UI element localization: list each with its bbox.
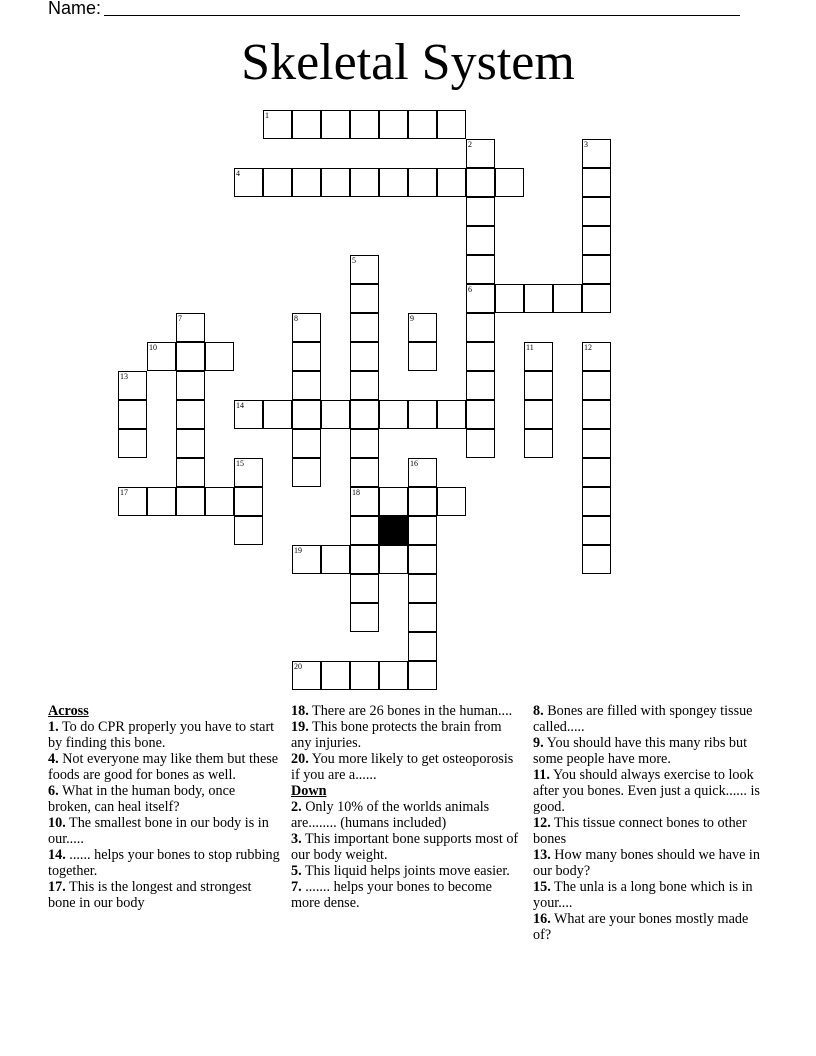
crossword-cell[interactable]	[379, 400, 408, 429]
crossword-cell[interactable]	[582, 400, 611, 429]
crossword-cell[interactable]	[234, 458, 263, 487]
crossword-cell[interactable]	[350, 110, 379, 139]
crossword-cell[interactable]	[176, 487, 205, 516]
crossword-cell[interactable]	[582, 197, 611, 226]
crossword-cell[interactable]	[350, 574, 379, 603]
crossword-cell[interactable]	[292, 371, 321, 400]
crossword-cell[interactable]	[582, 342, 611, 371]
crossword-cell[interactable]	[234, 400, 263, 429]
crossword-cell[interactable]	[466, 400, 495, 429]
crossword-cell[interactable]	[524, 284, 553, 313]
crossword-cell[interactable]	[176, 313, 205, 342]
cell-number: 6	[468, 285, 472, 294]
crossword-cell[interactable]	[466, 255, 495, 284]
cell-number: 19	[294, 546, 302, 555]
crossword-cell[interactable]	[350, 168, 379, 197]
crossword-cell[interactable]	[118, 400, 147, 429]
crossword-cell[interactable]	[408, 168, 437, 197]
crossword-cell[interactable]	[408, 342, 437, 371]
crossword-cell[interactable]	[408, 661, 437, 690]
crossword-cell[interactable]	[176, 371, 205, 400]
crossword-cell[interactable]	[292, 313, 321, 342]
crossword-cell[interactable]	[321, 110, 350, 139]
crossword-cell[interactable]	[495, 284, 524, 313]
crossword-cell[interactable]	[408, 400, 437, 429]
crossword-cell[interactable]	[263, 400, 292, 429]
crossword-cell[interactable]	[582, 516, 611, 545]
crossword-cell[interactable]	[205, 342, 234, 371]
crossword-cell[interactable]	[466, 342, 495, 371]
clue-down-16: 16. What are your bones mostly made of?	[533, 911, 749, 943]
crossword-cell[interactable]	[292, 168, 321, 197]
cell-number: 14	[236, 401, 244, 410]
crossword-cell[interactable]	[582, 487, 611, 516]
cell-number: 9	[410, 314, 414, 323]
crossword-cell[interactable]	[292, 545, 321, 574]
crossword-cell[interactable]	[582, 284, 611, 313]
clue-down-12: 12. This tissue connect bones to other bones	[533, 815, 747, 847]
crossword-cell[interactable]	[408, 603, 437, 632]
crossword-cell[interactable]	[408, 313, 437, 342]
crossword-cell[interactable]	[408, 574, 437, 603]
across-heading: Across	[48, 703, 89, 719]
cell-number: 7	[178, 314, 182, 323]
crossword-cell[interactable]	[292, 458, 321, 487]
crossword-cell[interactable]	[176, 458, 205, 487]
crossword-cell[interactable]	[379, 110, 408, 139]
crossword-cell[interactable]	[118, 429, 147, 458]
crossword-cell[interactable]	[350, 545, 379, 574]
crossword-cell[interactable]	[350, 458, 379, 487]
crossword-cell[interactable]	[350, 342, 379, 371]
crossword-cell[interactable]	[176, 400, 205, 429]
crossword-cell[interactable]	[408, 458, 437, 487]
clue-down-11: 11. You should always exercise to look after you bones. Even just a quick...... is good.	[533, 767, 760, 815]
clue-across-6: 6. What in the human body, once broken, can heal itself?	[48, 783, 236, 815]
crossword-cell[interactable]	[437, 110, 466, 139]
crossword-cell[interactable]	[553, 284, 582, 313]
cell-number: 12	[584, 343, 592, 352]
cell-number: 8	[294, 314, 298, 323]
clues-column-3	[533, 703, 765, 943]
crossword-cell[interactable]	[582, 545, 611, 574]
crossword-cell[interactable]	[350, 371, 379, 400]
clue-across-4: 4. Not everyone may like them but these foods are good for bones as well.	[48, 751, 279, 783]
name-label: Name:	[48, 0, 102, 18]
cell-number: 16	[410, 459, 418, 468]
crossword-cell[interactable]	[379, 661, 408, 690]
crossword-cell[interactable]	[466, 168, 495, 197]
crossword-cell[interactable]	[350, 516, 379, 545]
crossword-cell[interactable]	[466, 197, 495, 226]
clue-down-3: 3. This important bone supports most of our body weight.	[291, 831, 519, 863]
clue-across-18: 18. There are 26 bones in the human....	[291, 703, 513, 719]
crossword-cell[interactable]	[379, 545, 408, 574]
crossword-cell[interactable]	[408, 545, 437, 574]
clue-down-8: 8. Bones are filled with spongey tissue called.....	[533, 703, 753, 735]
cell-number: 15	[236, 459, 244, 468]
crossword-cell[interactable]	[350, 255, 379, 284]
clue-across-19: 19. This bone protects the brain from any injuries.	[291, 719, 502, 751]
crossword-cell[interactable]	[234, 516, 263, 545]
clue-down-2: 2. Only 10% of the worlds animals are........ (humans included)	[291, 799, 490, 831]
crossword-cell[interactable]	[466, 429, 495, 458]
crossword-cell[interactable]	[466, 371, 495, 400]
crossword-cell[interactable]	[582, 429, 611, 458]
crossword-cell[interactable]	[292, 342, 321, 371]
crossword-cell[interactable]	[524, 371, 553, 400]
clues-column-1	[48, 703, 280, 911]
clue-across-20: 20. You more likely to get osteoporosis if you are a......	[291, 751, 514, 783]
crossword-cell[interactable]	[582, 168, 611, 197]
crossword-cell[interactable]	[582, 139, 611, 168]
clue-down-13: 13. How many bones should we have in our body?	[533, 847, 760, 879]
crossword-cell[interactable]	[582, 226, 611, 255]
clue-down-9: 9. You should have this many ribs but some people have more.	[533, 735, 748, 767]
crossword-cell[interactable]	[582, 255, 611, 284]
clue-across-1: 1. To do CPR properly you have to start by finding this bone.	[48, 719, 275, 751]
crossword-cell[interactable]	[263, 110, 292, 139]
clue-down-7: 7. ....... helps your bones to become more dense.	[291, 879, 492, 911]
crossword-cell[interactable]	[176, 342, 205, 371]
crossword-cell[interactable]	[147, 342, 176, 371]
crossword-cell[interactable]	[350, 313, 379, 342]
crossword-cell[interactable]	[466, 313, 495, 342]
crossword-cell[interactable]	[292, 400, 321, 429]
clue-across-17: 17. This is the longest and strongest bone in our body	[48, 879, 252, 911]
crossword-cell[interactable]	[292, 110, 321, 139]
cell-number: 3	[584, 140, 588, 149]
crossword-cell[interactable]	[321, 168, 350, 197]
clue-down-5: 5. This liquid helps joints move easier.	[291, 863, 510, 879]
crossword-cell[interactable]	[524, 342, 553, 371]
crossword-block	[379, 516, 408, 545]
cell-number: 1	[265, 111, 269, 120]
crossword-cell[interactable]	[147, 487, 176, 516]
crossword-cell[interactable]	[379, 168, 408, 197]
cell-number: 20	[294, 662, 302, 671]
cell-number: 2	[468, 140, 472, 149]
crossword-cell[interactable]	[437, 487, 466, 516]
crossword-cell[interactable]	[118, 371, 147, 400]
cell-number: 5	[352, 256, 356, 265]
crossword-cell[interactable]	[582, 458, 611, 487]
crossword-cell[interactable]	[408, 487, 437, 516]
crossword-cell[interactable]	[350, 661, 379, 690]
crossword-cell[interactable]	[292, 429, 321, 458]
crossword-cell[interactable]	[408, 516, 437, 545]
crossword-cell[interactable]	[234, 487, 263, 516]
crossword-cell[interactable]	[321, 661, 350, 690]
clue-across-14: 14. ...... helps your bones to stop rubbing together.	[48, 847, 280, 879]
crossword-cell[interactable]	[466, 139, 495, 168]
crossword-cell[interactable]	[350, 284, 379, 313]
cell-number: 13	[120, 372, 128, 381]
crossword-cell[interactable]	[205, 487, 234, 516]
crossword-cell[interactable]	[582, 371, 611, 400]
crossword-cell[interactable]	[176, 429, 205, 458]
crossword-cell[interactable]	[350, 429, 379, 458]
crossword-cell[interactable]	[524, 429, 553, 458]
crossword-cell[interactable]	[263, 168, 292, 197]
crossword-cell[interactable]	[466, 226, 495, 255]
clues-column-2	[291, 703, 523, 911]
down-heading: Down	[291, 783, 327, 799]
crossword-cell[interactable]	[321, 545, 350, 574]
crossword-cell[interactable]	[408, 632, 437, 661]
crossword-cell[interactable]	[350, 487, 379, 516]
crossword-cell[interactable]	[350, 603, 379, 632]
crossword-cell[interactable]	[379, 487, 408, 516]
cell-number: 17	[120, 488, 128, 497]
cell-number: 18	[352, 488, 360, 497]
crossword-cell[interactable]	[118, 487, 147, 516]
crossword-cell[interactable]	[524, 400, 553, 429]
page-title: Skeletal System	[241, 34, 575, 91]
cell-number: 11	[526, 343, 534, 352]
crossword-cell[interactable]	[292, 661, 321, 690]
clue-across-10: 10. The smallest bone in our body is in our.....	[48, 815, 269, 847]
crossword-cell[interactable]	[437, 168, 466, 197]
crossword-cell[interactable]	[350, 400, 379, 429]
crossword-cell[interactable]	[321, 400, 350, 429]
clue-down-15: 15. The unla is a long bone which is in your....	[533, 879, 753, 911]
crossword-cell[interactable]	[495, 168, 524, 197]
crossword-cell[interactable]	[234, 168, 263, 197]
cell-number: 10	[149, 343, 157, 352]
cell-number: 4	[236, 169, 240, 178]
crossword-cell[interactable]	[466, 284, 495, 313]
crossword-cell[interactable]	[408, 110, 437, 139]
crossword-cell[interactable]	[437, 400, 466, 429]
